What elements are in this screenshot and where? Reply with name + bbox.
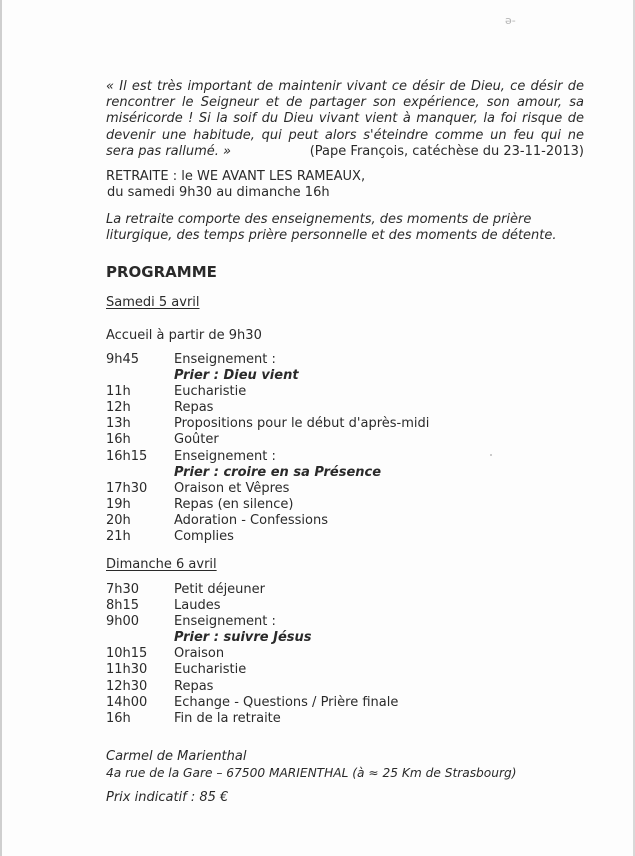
schedule-row (106, 598, 398, 614)
schedule-row (106, 711, 398, 727)
schedule-activity: Eucharistie (174, 384, 247, 400)
schedule-row (106, 646, 398, 662)
schedule-time: 8h15 (106, 598, 140, 614)
pope-quote (106, 79, 584, 160)
schedule-row (106, 481, 429, 497)
schedule-topic: Prier : croire en sa Présence (174, 464, 382, 480)
scan-speck (490, 454, 492, 456)
schedule-activity: Fin de la retraite (174, 710, 281, 726)
schedule-activity: Laudes (174, 598, 221, 614)
schedule-row (106, 465, 429, 481)
quote-text: « Il est très important de maintenir vivant ce désir de Dieu, ce désir de rencontrer le Seigneur et de partager son expérience, son amour, sa miséricorde ! Si la soif du Dieu vivant vient à manquer, la foi risque de devenir une habitude, qui peut alors s'éteindre comme un feu qui ne sera pas rallumé. » (106, 79, 584, 159)
schedule-row (106, 400, 429, 416)
schedule-topic: Prier : suivre Jésus (174, 630, 312, 646)
schedule-time: 11h30 (106, 662, 148, 678)
schedule-row (106, 384, 429, 400)
schedule-activity: Repas (174, 400, 214, 416)
schedule-row (106, 449, 429, 465)
schedule-topic: Prier : Dieu vient (174, 368, 299, 384)
schedule-activity: Eucharistie (174, 662, 247, 678)
schedule-row (106, 695, 398, 711)
schedule-time: 13h (106, 416, 131, 432)
schedule-time: 16h15 (106, 448, 148, 464)
schedule-activity: Enseignement : (174, 352, 276, 367)
schedule-row (106, 513, 429, 529)
retreat-description: La retraite comporte des enseignements, des moments de prière liturgique, des temps prière personnelle et des moments de détente. (106, 212, 557, 243)
schedule-time: 21h (106, 529, 131, 545)
schedule-activity: Echange - Questions / Prière finale (174, 694, 399, 710)
schedule-activity: Oraison et Vêpres (174, 480, 290, 496)
schedule-row (106, 679, 398, 695)
schedule-time: 12h30 (106, 678, 148, 694)
header-mark: ǝ- (505, 14, 516, 27)
saturday-schedule (106, 352, 429, 545)
schedule-time: 14h00 (106, 694, 148, 710)
schedule-activity: Repas (174, 678, 214, 694)
schedule-activity: Oraison (174, 646, 225, 662)
schedule-time: 7h30 (106, 582, 140, 597)
schedule-row (106, 432, 429, 448)
schedule-row (106, 662, 398, 678)
schedule-time: 9h45 (106, 352, 140, 367)
schedule-activity: Goûter (174, 432, 219, 448)
schedule-activity: Repas (en silence) (174, 496, 294, 512)
schedule-row (106, 614, 398, 630)
schedule-row (106, 352, 429, 368)
schedule-row (106, 497, 429, 513)
schedule-activity: Complies (174, 529, 234, 545)
programme-title: PROGRAMME (106, 263, 217, 281)
schedule-time: 12h (106, 400, 131, 416)
sunday-schedule (106, 582, 398, 727)
footer-place: Carmel de Marienthal (106, 749, 247, 764)
schedule-time: 16h (106, 710, 131, 726)
schedule-time: 19h (106, 496, 131, 512)
schedule-time: 20h (106, 512, 131, 528)
saturday-title: Samedi 5 avril (106, 295, 200, 310)
schedule-time: 11h (106, 384, 131, 400)
sunday-title: Dimanche 6 avril (106, 557, 217, 572)
schedule-row (106, 582, 398, 598)
schedule-row (106, 368, 429, 384)
schedule-activity: Enseignement : (174, 614, 276, 630)
quote-source: (Pape François, catéchèse du 23-11-2013) (309, 143, 584, 159)
schedule-activity: Enseignement : (174, 448, 276, 464)
retreat-line-1: RETRAITE : le WE AVANT LES RAMEAUX, (106, 169, 366, 184)
schedule-activity: Petit déjeuner (174, 582, 265, 597)
footer-address: 4a rue de la Gare – 67500 MARIENTHAL (à ≈ 25 Km de Strasbourg) (106, 766, 517, 780)
schedule-activity: Propositions pour le début d'après-midi (174, 416, 430, 432)
retreat-line-2: du samedi 9h30 au dimanche 16h (107, 185, 330, 200)
schedule-row (106, 630, 398, 646)
footer-price: Prix indicatif : 85 € (106, 790, 229, 805)
schedule-row (106, 529, 429, 545)
schedule-time: 9h00 (106, 614, 140, 630)
schedule-time: 16h (106, 432, 131, 448)
schedule-time: 10h15 (106, 646, 148, 662)
retreat-heading (106, 169, 365, 201)
saturday-welcome: Accueil à partir de 9h30 (106, 328, 262, 343)
schedule-row (106, 416, 429, 432)
footer-address-block (106, 749, 516, 781)
schedule-time: 17h30 (106, 480, 148, 496)
schedule-activity: Adoration - Confessions (174, 512, 329, 528)
